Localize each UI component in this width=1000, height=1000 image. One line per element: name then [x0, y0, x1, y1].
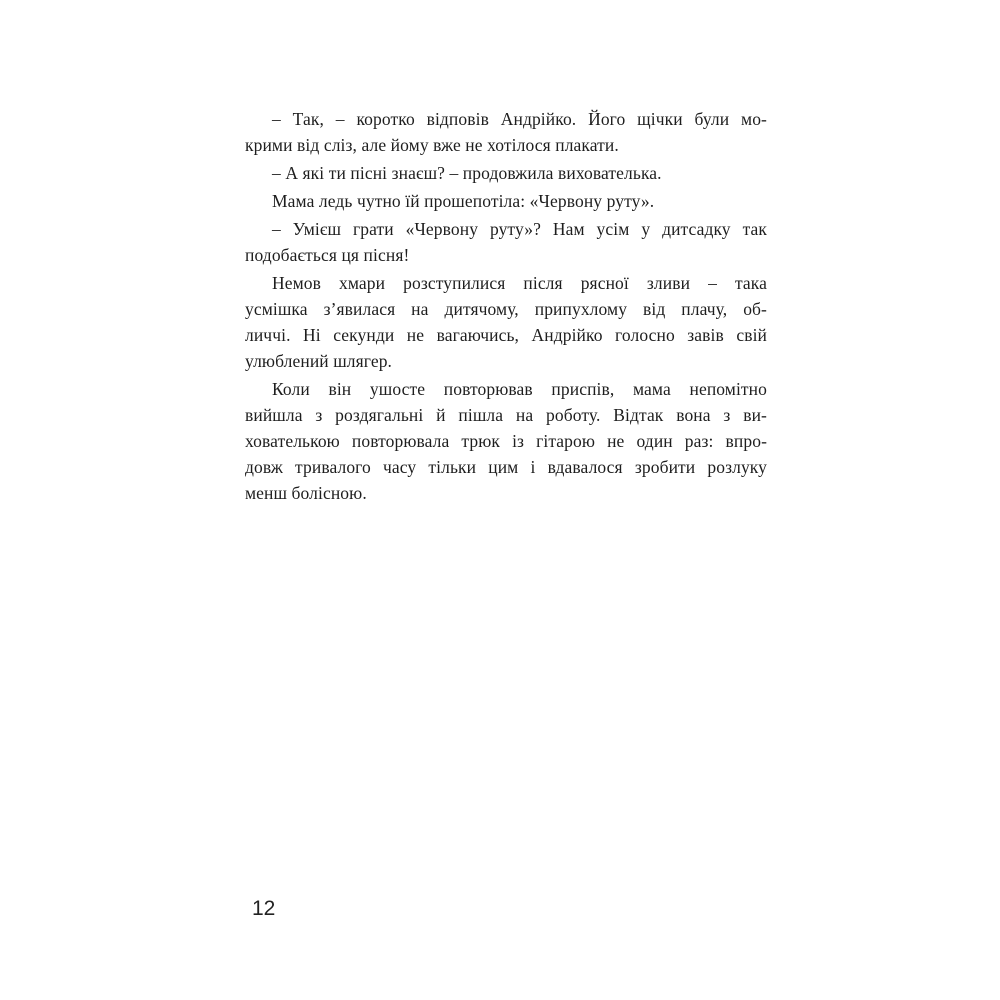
text-block — [245, 106, 767, 508]
text-line: хователькою повторювала трюк із гітарою не один раз: впро- — [245, 431, 767, 451]
paragraph — [245, 160, 767, 186]
text-line: довж тривалого часу тільки цим і вдавалося зробити розлуку — [245, 457, 767, 477]
text-line: усмішка з’явилася на дитячому, припухлому від плачу, об- — [245, 299, 767, 319]
text-line: Мама ледь чутно їй прошепотіла: «Червону руту». — [272, 191, 655, 211]
paragraph — [245, 270, 767, 374]
text-line: вийшла з роздягальні й пішла на роботу. Відтак вона з ви- — [245, 405, 767, 425]
paragraph — [245, 376, 767, 506]
text-line: – Так, – коротко відповів Андрійко. Його щічки були мо- — [272, 109, 767, 129]
text-line: Немов хмари розступилися після рясної зливи – така — [272, 273, 767, 293]
text-line: менш болісною. — [245, 483, 367, 503]
text-line: улюблений шлягер. — [245, 351, 393, 371]
paragraph — [245, 106, 767, 158]
text-line: – А які ти пісні знаєш? – продовжила вихователька. — [272, 163, 662, 183]
page-number: 12 — [252, 897, 276, 920]
text-line: Коли він ушосте повторював приспів, мама непомітно — [272, 379, 767, 399]
text-line: подобається ця пісня! — [245, 245, 410, 265]
text-line: – Умієш грати «Червону руту»? Нам усім у дитсадку так — [272, 219, 767, 239]
paragraph — [245, 188, 767, 214]
text-line: личчі. Ні секунди не вагаючись, Андрійко голосно завів свій — [245, 325, 767, 345]
paragraph — [245, 216, 767, 268]
text-line: крими від сліз, але йому вже не хотілося плакати. — [245, 135, 619, 155]
